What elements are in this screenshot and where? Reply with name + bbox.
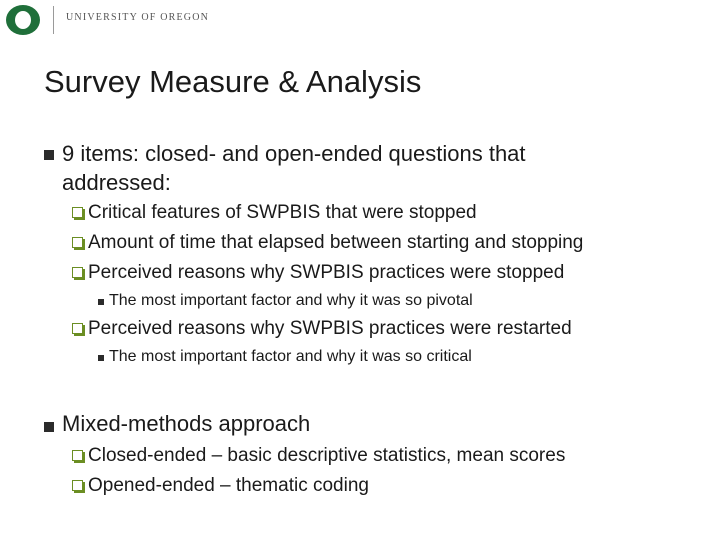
sub-bullet-text: Perceived reasons why SWPBIS practices were restarted <box>88 318 572 339</box>
bullet-square-icon <box>44 150 54 160</box>
sub-bullet-text: Opened-ended – thematic coding <box>88 475 369 496</box>
sub-bullet-text: Perceived reasons why SWPBIS practices were stopped <box>88 262 565 283</box>
slide-title: Survey Measure & Analysis <box>44 64 422 99</box>
sub-bullet-text: Critical features of SWPBIS that were stopped <box>88 202 477 223</box>
university-name: UNIVERSITY OF OREGON <box>66 12 210 23</box>
sub-bullet-icon <box>72 323 83 334</box>
sub-bullet-text: Closed-ended – basic descriptive statistics, mean scores <box>88 445 566 466</box>
sub-bullet-icon <box>72 450 83 461</box>
sub-bullet-icon <box>72 267 83 278</box>
sub-sub-bullet-icon <box>98 299 104 305</box>
sub-sub-bullet-text: The most important factor and why it was so pivotal <box>109 292 473 309</box>
bullet-text: Mixed-methods approach <box>62 411 311 436</box>
sub-sub-bullet-text: The most important factor and why it was so critical <box>109 348 472 365</box>
bullet-text-continued: addressed: <box>62 170 171 195</box>
bullet-text: 9 items: closed- and open-ended questions that <box>62 141 526 166</box>
sub-bullet-icon <box>72 480 83 491</box>
sub-bullet-icon <box>72 207 83 218</box>
bullet-square-icon <box>44 422 54 432</box>
sub-sub-bullet-icon <box>98 355 104 361</box>
sub-bullet-text: Amount of time that elapsed between starting and stopping <box>88 232 584 253</box>
sub-bullet-icon <box>72 237 83 248</box>
